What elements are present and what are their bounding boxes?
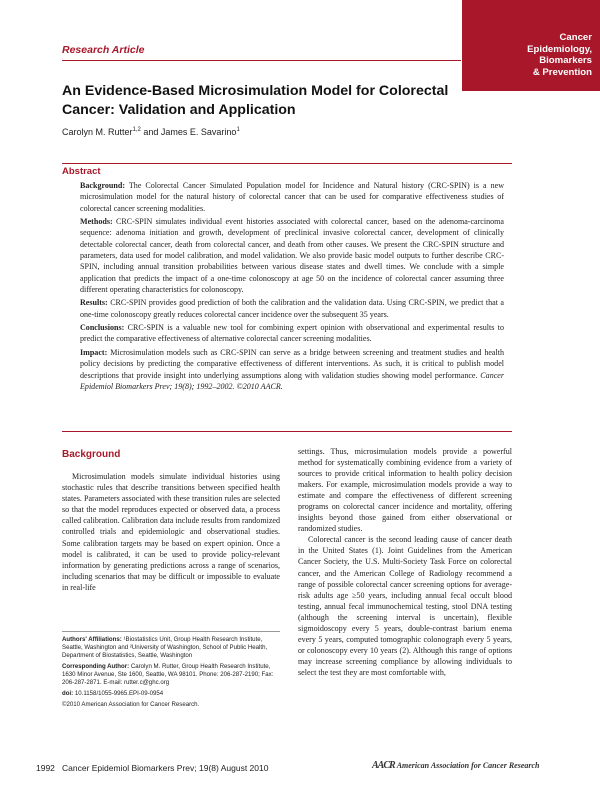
copyright-note: ©2010 American Association for Cancer Research. [62,701,200,708]
note-text: ¹Biostatistics Unit, Group Health Research Institute, Seattle, Washington and ²University of Washington, School of Public Health, Department of Biostatistics, Seattle, Washington [62,636,268,659]
note-text: Carolyn M. Rutter, Group Health Research Institute, 1630 Minor Avenue, Ste 1600, Seattle, WA 98101. Phone: 206-287-2190; Fax: 206-287-2871. E-mail: rutter.c@ghc.org [62,663,274,686]
abstract-conclusions [80,322,504,345]
header-divider [62,60,461,61]
aacr-logo-mark: AACR [372,760,395,771]
author-name: James E. Savarino [160,127,237,137]
abstract-body [80,180,504,394]
abstract-heading: Abstract [62,166,101,177]
note-label: doi: [62,690,74,697]
affiliations-note [62,636,280,660]
running-footer: Cancer Epidemiol Biomarkers Prev; 19(8) August 2010 [62,763,269,773]
page-number: 1992 [36,763,55,773]
body-column-left [62,471,280,593]
abstract-label: Methods: [80,217,113,227]
body-paragraph: Colorectal cancer is the second leading cause of cancer death in the United States (1). Joint Guidelines from the American Cancer Society, the U.S. Multi-Society Task Force on colorectal cancer, and the American College of Radiology recommend a range of possible colorectal cancer screening options for average-risk adults age ≥50 years, including annual fecal occult blood testing, annual fecal immunochemical testing, stool DNA testing (although the screening interval is uncertain), flexible sigmoidoscopy every 5 years, double-contrast barium enema every 5 years, computed tomographic colonograph every 5 years, or colonoscopy every 10 years (2). Although this range of options may increase screening compliance by allowing individuals to select the test they are most comfortable with, [298,535,512,677]
author-list [62,127,240,137]
author-affiliation-mark: 1 [236,127,240,133]
abstract-citation: Cancer Epidemiol Biomarkers Prev; 19(8); 1992–2002. ©2010 AACR. [80,370,504,391]
journal-name-line: Cancer [559,32,592,43]
abstract-text: The Colorectal Cancer Simulated Population model for Incidence and Natural history (CRC-SPIN) is a new microsimulation model for the natural history of colorectal cancer that can be used for comparative effectiveness studies of colorectal cancer screening modalities. [80,181,504,213]
body-paragraph: Microsimulation models simulate individual histories using stochastic rules that describe transitions between specified health states. Parameters associated with these transition rules are selected so that the model reproduces expected or observed data, a process called calibration. Calibration data include results from randomized controlled trials and epidemiologic and observational studies. Some calibration targets may be based on expert opinion. Once a model is calibrated, it can be used to provide policy-relevant information by generating predictions across a range of scenarios, including scenarios that may be difficult or impossible to evaluate in real-life [62,472,280,592]
abstract-methods [80,216,504,295]
abstract-background [80,180,504,214]
abstract-bottom-divider [62,431,512,432]
abstract-label: Results: [80,298,108,308]
author-name: Carolyn M. Rutter [62,127,133,137]
abstract-text: CRC-SPIN simulates individual event histories associated with colorectal cancer, based on the adenoma-carcinoma sequence: adenoma initiation and growth, development of preclinical invasive colorectal cancer, development of clinically detectable colorectal cancer, death from colorectal cancer, and death from other causes. We present the CRC-SPIN structure and parameters, data used for model calibration, and model validation. We also provide basic model outputs to further describe CRC-SPIN, including annual transition probabilities between various disease states and dwell times. We conclude with a simple application that predicts the impact of a one-time colonoscopy at age 50 on the incidence of colorectal cancer assuming three different operating characteristics for colonoscopy. [80,217,504,295]
article-type: Research Article [62,44,145,56]
body-column-right [298,446,512,678]
abstract-label: Conclusions: [80,323,125,333]
journal-name-line: Biomarkers [539,55,592,67]
body-paragraph: settings. Thus, microsimulation models provide a powerful method for systematically combining evidence from a variety of sources to provide critical information to health policy decision makers. For example, microsimulation models provide a way to estimate and compare the effectiveness of different screening programs on colorectal cancer incidence and mortality, offering insights beyond those gained from either observational or randomized studies. [298,447,512,534]
aacr-logo [372,760,540,771]
abstract-text: CRC-SPIN provides good prediction of both the calibration and the validation data. Using CRC-SPIN, we predict that a one-time colonoscopy greatly reduces colorectal cancer incidence over the subsequent 35 years. [80,298,504,319]
abstract-text: CRC-SPIN is a valuable new tool for combining expert opinion with observational and experimental results to predict the comparative effectiveness of alternative colorectal cancer screening modalities. [80,323,504,344]
journal-name-line: Epidemiology, [527,43,592,55]
author-notes [62,636,280,712]
note-text: 10.1158/1055-9965.EPI-09-0954 [73,690,164,697]
journal-name-line: & Prevention [532,66,592,78]
doi-note [62,690,280,698]
abstract-label: Background: [80,181,126,190]
section-heading: Background [62,449,121,460]
abstract-text: Microsimulation models such as CRC-SPIN can serve as a bridge between screening and treatment studies and health policy decisions by predicting the comparative effectiveness of different interventions. As such, it is critical to publish model descriptions that provide insight into underlying assumptions along with validation studies showing model performance. [80,347,504,380]
abstract-results [80,297,504,320]
author-joiner: and [140,127,161,137]
journal-name-banner [462,0,600,91]
note-label: Authors' Affiliations: [62,636,122,643]
article-title: An Evidence-Based Microsimulation Model for Colorectal Cancer: Validation and Application [62,83,449,118]
aacr-logo-name: American Association for Cancer Research [396,761,540,770]
abstract-impact [80,347,504,392]
abstract-label: Impact: [80,347,108,357]
corresponding-note [62,663,280,687]
abstract-top-divider [62,163,512,164]
author-affiliation-mark: 1,2 [132,127,141,133]
footnote-divider [62,631,280,632]
note-label: Corresponding Author: [62,663,130,670]
